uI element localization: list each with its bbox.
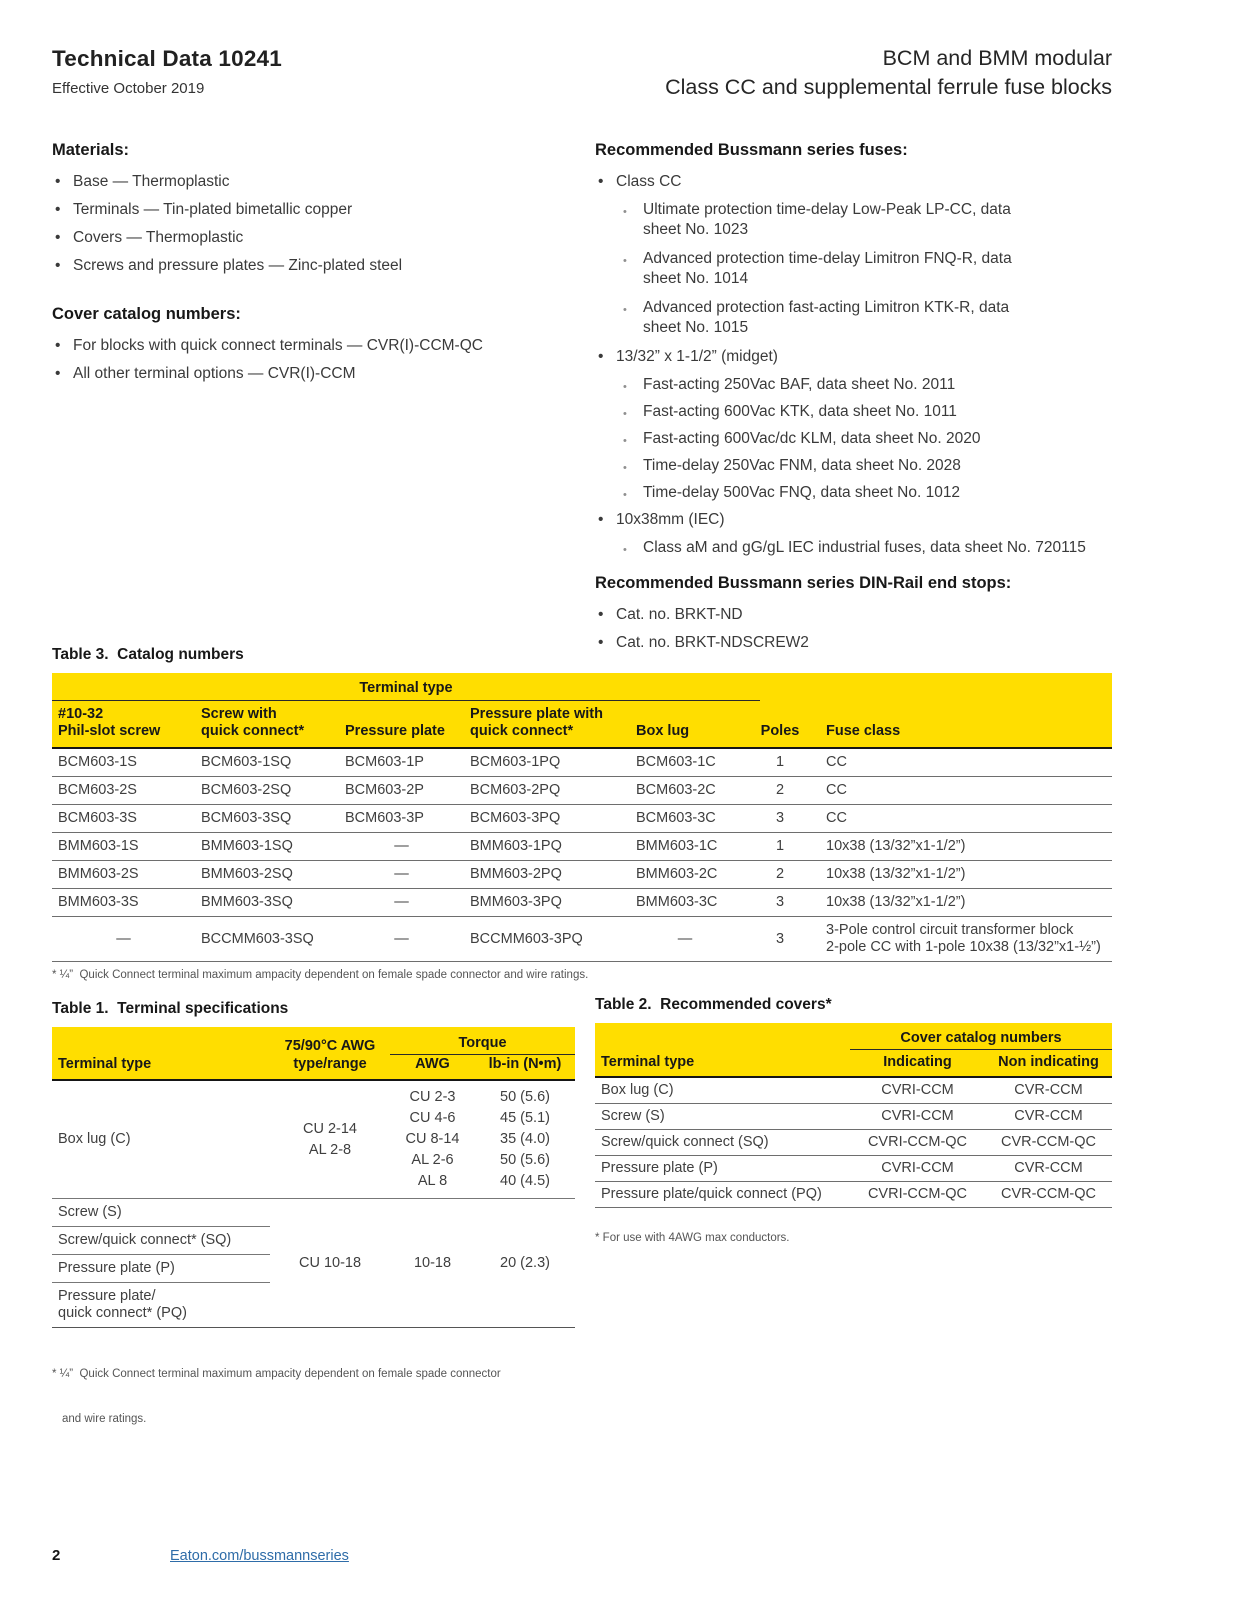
table1-group-labels [52, 1199, 270, 1327]
table1-header-row1 [52, 1034, 575, 1055]
table1-cell: Screw (S) [52, 1199, 270, 1227]
table1-cell: Pressure plate (P) [52, 1255, 270, 1283]
table3-cell: — [677, 930, 693, 947]
table2-title: Table 2. Recommended covers* [595, 996, 832, 1013]
table1-cell: 10-18 [413, 1254, 452, 1271]
column-header: Pressure plate with quick connect* [470, 706, 603, 739]
table-row [595, 1078, 1112, 1104]
column-header: Pressure plate [345, 723, 445, 739]
table2-cell: CVR-CCM [1014, 1108, 1083, 1124]
table3-cell: 3 [775, 810, 785, 826]
table3-cell: CC [826, 782, 847, 798]
table-row [52, 917, 1112, 962]
table3-cell: BCM603-3SQ [201, 810, 292, 826]
fuse-group-label: • Class CC [595, 172, 1112, 192]
table3-cell: CC [826, 810, 847, 826]
column-header: Cover catalog numbers [850, 1029, 1112, 1050]
fuses-list [595, 172, 1112, 558]
fuse-item: • Fast-acting 250Vac BAF, data sheet No. 2011 [595, 375, 1112, 395]
table2-cell: CVR-CCM [1014, 1082, 1083, 1098]
table3-cell: BCM603-1PQ [470, 754, 561, 770]
footer-link[interactable]: Eaton.com/bussmannseries [170, 1548, 349, 1564]
right-column [595, 141, 1112, 661]
table-row [595, 1182, 1112, 1208]
table1-cell: 50 (5.6) 45 (5.1) 35 (4.0) 50 (5.6) 40 (4.5) [500, 1089, 550, 1189]
bullet-item: • All other terminal options — CVR(I)-CCM [52, 364, 557, 384]
document-title: Technical Data 10241 [52, 46, 282, 71]
table3-cell: BCM603-1S [58, 754, 137, 770]
bullet-item: • Cat. no. BRKT-ND [595, 605, 1112, 625]
table3-cell: — [116, 930, 131, 947]
bullet-item: • Covers — Thermoplastic [52, 228, 557, 248]
table3-cell: 1 [775, 754, 785, 770]
table3-cell: BCM603-2S [58, 782, 137, 798]
table-row [52, 889, 1112, 917]
table3-cell: 3 [775, 894, 785, 910]
column-header: Screw with quick connect* [201, 706, 305, 739]
table1-group-values [270, 1199, 575, 1327]
table2-span-row [595, 1023, 1112, 1050]
fuse-item: • Time-delay 500Vac FNQ, data sheet No. 1012 [595, 483, 1112, 503]
table3-span-header: Terminal type [52, 678, 760, 701]
cover-catalog-list [52, 336, 557, 384]
table3-cell: BCCMM603-3SQ [201, 930, 314, 947]
table1-cell: 20 (2.3) [500, 1254, 550, 1271]
column-header: #10-32 Phil-slot screw [58, 706, 161, 739]
table1-cell: CU 2-14 AL 2-8 [303, 1120, 357, 1158]
table3-cell: BMM603-2C [636, 866, 718, 882]
table2-cell: CVRI-CCM-QC [867, 1134, 968, 1150]
column-header: Torque [390, 1034, 575, 1055]
din-stops-heading: Recommended Bussmann series DIN-Rail end stops: [595, 574, 1012, 592]
page-number: 2 [52, 1547, 61, 1564]
column-header: Terminal type [58, 1056, 152, 1072]
table2-header-row2 [595, 1050, 1112, 1076]
fuse-item: • Advanced protection time-delay Limitron FNQ-R, data sheet No. 1014 [595, 249, 1043, 289]
table3-title: Table 3. Catalog numbers [52, 646, 244, 663]
table3-cell: 1 [775, 838, 785, 854]
column-header: Indicating [883, 1054, 952, 1070]
table3-cell: 10x38 (13/32”x1-1/2”) [826, 866, 966, 882]
table3-cell: 10x38 (13/32”x1-1/2”) [826, 838, 966, 854]
column-header: 75/90°C AWG [284, 1038, 376, 1054]
column-header: AWG [415, 1056, 450, 1072]
table2-cell: CVRI-CCM [881, 1108, 954, 1124]
table3-cell: BCCMM603-3PQ [470, 930, 583, 947]
table3-cell: BCM603-3PQ [470, 810, 561, 826]
bullet-item: • Terminals — Tin-plated bimetallic copper [52, 200, 557, 220]
table-row [595, 1130, 1112, 1156]
table-row [52, 777, 1112, 805]
table1-title: Table 1. Terminal specifications [52, 1000, 289, 1017]
table3-cell: BMM603-1SQ [201, 838, 293, 854]
table3-cell: BMM603-1PQ [470, 838, 562, 854]
table3-cell: BCM603-3S [58, 810, 137, 826]
column-header: Terminal type [601, 1054, 695, 1070]
table3-cell: BCM603-1SQ [201, 754, 292, 770]
product-title-line2: Class CC and supplemental ferrule fuse blocks [665, 75, 1112, 99]
bullet-item: • For blocks with quick connect terminals — CVR(I)-CCM-QC [52, 336, 557, 356]
table3-cell: — [394, 930, 409, 947]
table1-cell: CU 2-3 CU 4-6 CU 8-14 AL 2-6 AL 8 [405, 1089, 460, 1189]
fuse-item: • Time-delay 250Vac FNM, data sheet No. 2028 [595, 456, 1112, 476]
table3-cell: BCM603-1C [636, 754, 716, 770]
table1-cell: Screw/quick connect* (SQ) [52, 1227, 270, 1255]
fuse-group-label: • 10x38mm (IEC) [595, 510, 1112, 530]
table-row [52, 833, 1112, 861]
table1-cell: Pressure plate/ quick connect* (PQ) [58, 1288, 187, 1321]
fuse-item: • Advanced protection fast-acting Limitron KTK-R, data sheet No. 1015 [595, 298, 1043, 338]
table3-cell: BMM603-3S [58, 894, 139, 910]
body-columns [52, 141, 1112, 661]
table-row [595, 1104, 1112, 1130]
table3-cell: BCM603-2SQ [201, 782, 292, 798]
table3-cell: BMM603-2PQ [470, 866, 562, 882]
table-row [52, 805, 1112, 833]
table3-cell: CC [826, 754, 847, 770]
table3-cell: BMM603-2SQ [201, 866, 293, 882]
table3-fuse-class-multiline: 3-Pole control circuit transformer block 2-pole CC with 1-pole 10x38 (13/32”x1-½”) [826, 922, 1101, 955]
table3-cell: BCM603-3P [345, 810, 424, 826]
table2-cell: CVRI-CCM [881, 1160, 954, 1176]
column-header: type/range [293, 1056, 367, 1072]
table2-cell: Pressure plate/quick connect (PQ) [601, 1186, 822, 1202]
cover-catalog-heading: Cover catalog numbers: [52, 305, 241, 323]
column-header: Non indicating [998, 1054, 1099, 1070]
table3-cell: BMM603-3C [636, 894, 718, 910]
table1-header [52, 1027, 575, 1081]
table3-span-spacer [760, 678, 1112, 701]
table3-cell: BMM603-1C [636, 838, 718, 854]
table3-cell: — [394, 866, 409, 882]
fuses-heading: Recommended Bussmann series fuses: [595, 141, 908, 159]
table2-cell: CVR-CCM-QC [1000, 1134, 1097, 1150]
table3-cell: BMM603-1S [58, 838, 139, 854]
table2-cell: Pressure plate (P) [601, 1160, 718, 1176]
table3-column-headers [52, 701, 1112, 747]
table3-footnote: * ¼” Quick Connect terminal maximum ampacity dependent on female spade connector and wire ratings. [52, 969, 589, 981]
table2-cell: Box lug (C) [601, 1082, 674, 1098]
fuse-item: • Class aM and gG/gL IEC industrial fuses, data sheet No. 720115 [595, 538, 1112, 558]
fuse-group-label: • 13/32” x 1-1/2” (midget) [595, 347, 1112, 367]
column-header: lb-in (N•m) [488, 1056, 562, 1072]
materials-heading: Materials: [52, 141, 130, 159]
table3-cell: — [394, 894, 409, 910]
table1-cell: CU 10-18 [298, 1254, 362, 1271]
table1-header-row2 [52, 1055, 575, 1073]
table2-recommended-covers [595, 996, 1112, 1246]
table2-cell: CVR-CCM [1014, 1160, 1083, 1176]
table-row [52, 861, 1112, 889]
table2-cell: CVRI-CCM-QC [867, 1186, 968, 1202]
table3-cell: 2 [775, 866, 785, 882]
fuse-item: • Ultimate protection time-delay Low-Peak LP-CC, data sheet No. 1023 [595, 200, 1043, 240]
table3-cell: 2 [775, 782, 785, 798]
table3-cell: 10x38 (13/32”x1-1/2”) [826, 894, 966, 910]
table3-cell: BCM603-2C [636, 782, 716, 798]
table1-terminal-specifications [52, 1000, 575, 1457]
table3-catalog-numbers [52, 646, 1112, 983]
table3-cell: 3 [775, 930, 785, 947]
column-header: Poles [760, 723, 800, 739]
table3-cell: BCM603-2P [345, 782, 424, 798]
table1-footnote: * ¼” Quick Connect terminal maximum ampacity dependent on female spade connector and wire ratings. [52, 1368, 501, 1425]
table-row [52, 1081, 575, 1199]
table2-cell: Screw (S) [601, 1108, 665, 1124]
table3-cell: BMM603-2S [58, 866, 139, 882]
table-row [52, 749, 1112, 777]
column-header: Fuse class [826, 723, 901, 739]
table3-cell: BCM603-2PQ [470, 782, 561, 798]
table2-cell: CVR-CCM-QC [1000, 1186, 1097, 1202]
table2-header [595, 1023, 1112, 1078]
bullet-item: • Cat. no. BRKT-NDSCREW2 [595, 633, 1112, 653]
table3-cell: BCM603-3C [636, 810, 716, 826]
bullet-item: • Base — Thermoplastic [52, 172, 557, 192]
fuse-item: • Fast-acting 600Vac/dc KLM, data sheet No. 2020 [595, 429, 1112, 449]
effective-date: Effective October 2019 [52, 80, 205, 97]
left-column [52, 141, 557, 661]
fuse-item: • Fast-acting 600Vac KTK, data sheet No. 1011 [595, 402, 1112, 422]
table3-cell: BCM603-1P [345, 754, 424, 770]
table3-span-row [52, 673, 1112, 701]
materials-list [52, 172, 557, 276]
table2-footnote: * For use with 4AWG max conductors. [595, 1232, 790, 1244]
table3-cell: BMM603-3PQ [470, 894, 562, 910]
table2-cell: Screw/quick connect (SQ) [601, 1134, 769, 1150]
column-header: Box lug [636, 723, 690, 739]
bullet-item: • Screws and pressure plates — Zinc-plated steel [52, 256, 557, 276]
table3-header [52, 673, 1112, 749]
header-left [52, 46, 282, 97]
table2-cell: CVRI-CCM [881, 1082, 954, 1098]
header-right [665, 44, 1112, 102]
table3-cell: BMM603-3SQ [201, 894, 293, 910]
table1-cell: Box lug (C) [58, 1131, 131, 1147]
table-row [595, 1156, 1112, 1182]
table3-cell: — [394, 838, 409, 854]
table1-grouped-rows [52, 1199, 575, 1328]
product-title-line1: BCM and BMM modular [882, 46, 1112, 70]
